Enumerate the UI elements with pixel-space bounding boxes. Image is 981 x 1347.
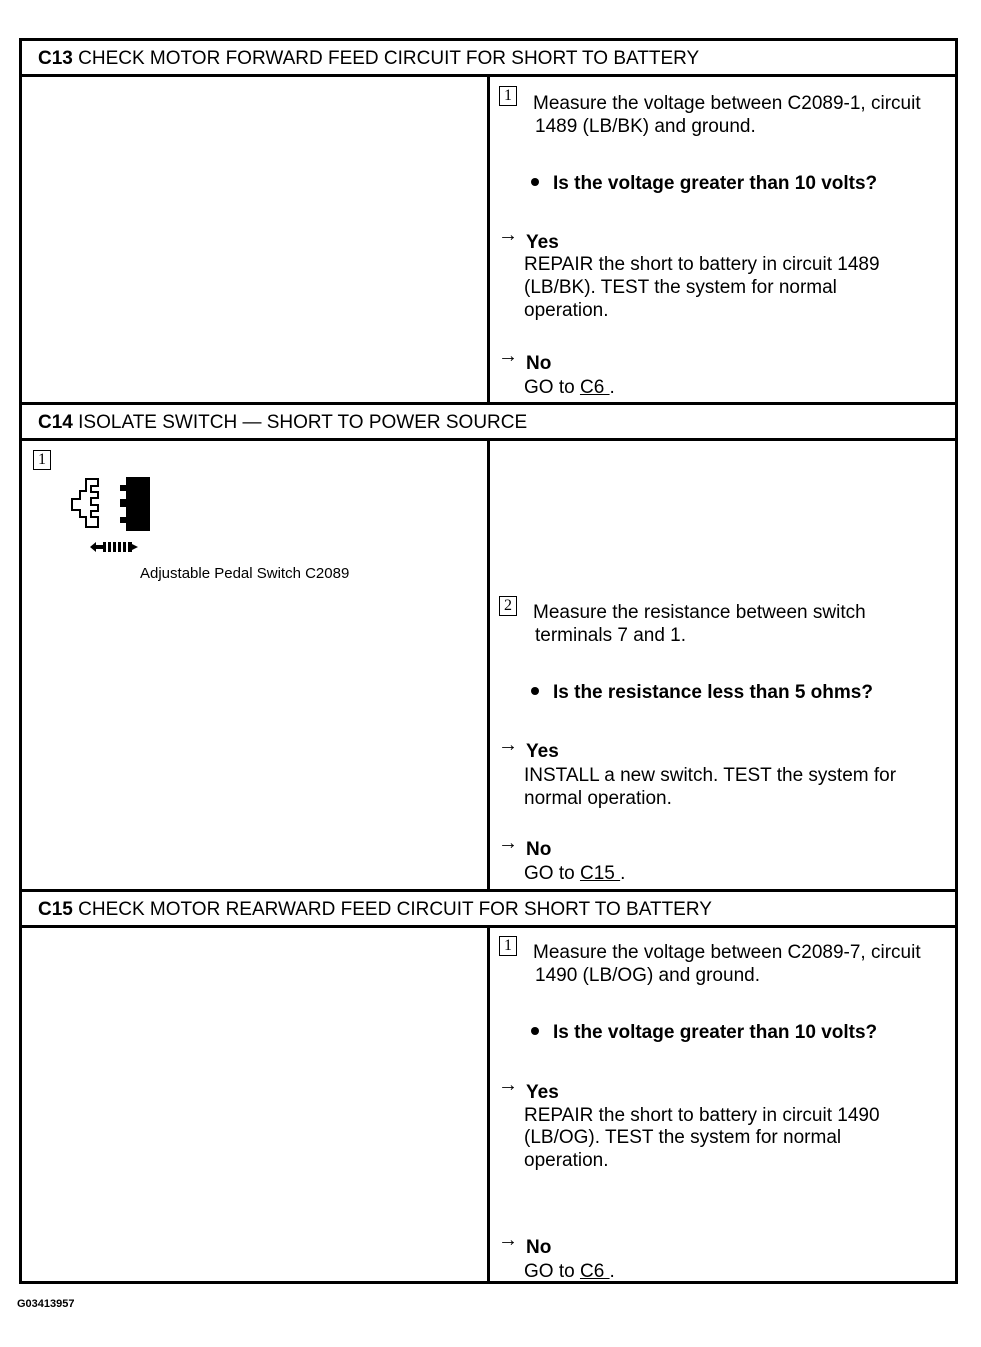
c14-header — [22, 405, 955, 441]
c13-yes-line3: operation. — [524, 300, 609, 321]
c15-column-divider — [487, 925, 490, 1281]
c13-no-prefix: GO to — [524, 377, 580, 398]
c13-question-text: Is the voltage greater than 10 volts? — [553, 173, 878, 194]
c15-goto-c6-link[interactable]: C6 — [579, 1261, 610, 1282]
c13-yes-label: Yes — [526, 232, 559, 253]
c13-no-action — [524, 376, 615, 399]
bullet-icon — [531, 1027, 539, 1035]
c14-no-suffix: . — [620, 863, 626, 884]
bullet-icon — [531, 687, 539, 695]
c14-connector-caption: Adjustable Pedal Switch C2089 — [140, 565, 350, 582]
c13-header — [22, 41, 955, 77]
c15-code: C15 — [38, 899, 73, 920]
c15-no-label: No — [526, 1237, 552, 1258]
c13-no-suffix: . — [609, 377, 615, 398]
arrow-right-icon: → — [498, 1229, 518, 1251]
c14-step-text-line2: terminals 7 and 1. — [535, 625, 687, 646]
c13-title: CHECK MOTOR FORWARD FEED CIRCUIT FOR SHORT TO BATTERY — [78, 48, 700, 69]
c15-no-suffix: . — [609, 1261, 615, 1282]
figure-code: G03413957 — [17, 1298, 75, 1310]
c14-goto-c15-link[interactable]: C15 — [579, 863, 621, 884]
c15-yes-line1: REPAIR the short to battery in circuit 1490 — [524, 1105, 880, 1126]
c14-title: ISOLATE SWITCH — SHORT TO POWER SOURCE — [78, 412, 528, 433]
c15-yes-label: Yes — [526, 1082, 559, 1103]
c13-no-label: No — [526, 353, 552, 374]
arrow-right-icon: → — [498, 345, 518, 367]
c13-question — [531, 172, 877, 195]
test-procedure-table — [19, 38, 958, 1284]
c14-code: C14 — [38, 412, 73, 433]
c15-title: CHECK MOTOR REARWARD FEED CIRCUIT FOR SHORT TO BATTERY — [78, 899, 712, 920]
c13-column-divider — [487, 74, 490, 402]
c15-question-text: Is the voltage greater than 10 volts? — [553, 1022, 878, 1043]
arrow-right-icon: → — [498, 832, 518, 854]
arrow-right-icon: → — [498, 224, 518, 246]
c13-step-1-box: 1 — [499, 86, 517, 106]
c15-question — [531, 1021, 877, 1044]
c13-goto-c6-link[interactable]: C6 — [579, 377, 610, 398]
c14-question-text: Is the resistance less than 5 ohms? — [553, 682, 873, 703]
c14-no-action — [524, 862, 625, 885]
c14-column-divider — [487, 438, 490, 889]
c13-step-text-line2: 1489 (LB/BK) and ground. — [535, 116, 756, 137]
c14-step-text-line1: Measure the resistance between switch — [533, 602, 866, 623]
c15-step-text-line2: 1490 (LB/OG) and ground. — [535, 965, 760, 986]
connector-disconnect-icon — [68, 473, 158, 555]
arrow-right-icon: → — [498, 734, 518, 756]
c15-yes-line3: operation. — [524, 1150, 609, 1171]
c15-step-text-line1: Measure the voltage between C2089-7, circuit — [533, 942, 921, 963]
c15-step-1-box: 1 — [499, 936, 517, 956]
c14-yes-line1: INSTALL a new switch. TEST the system for — [524, 765, 897, 786]
c13-step-text-line1: Measure the voltage between C2089-1, circuit — [533, 93, 921, 114]
c14-no-label: No — [526, 839, 552, 860]
c14-yes-line2: normal operation. — [524, 788, 672, 809]
arrow-right-icon: → — [498, 1074, 518, 1096]
c14-no-prefix: GO to — [524, 863, 580, 884]
c15-header — [22, 892, 955, 928]
c13-yes-line1: REPAIR the short to battery in circuit 1489 — [524, 254, 880, 275]
c15-yes-line2: (LB/OG). TEST the system for normal — [524, 1127, 842, 1148]
c14-step-1-box: 1 — [33, 450, 51, 470]
c14-question — [531, 681, 873, 704]
c14-yes-label: Yes — [526, 741, 559, 762]
c13-yes-line2: (LB/BK). TEST the system for normal — [524, 277, 837, 298]
c14-step-2-box: 2 — [499, 596, 517, 616]
c15-no-action — [524, 1260, 615, 1283]
c13-code: C13 — [38, 48, 73, 69]
c15-no-prefix: GO to — [524, 1261, 580, 1282]
bullet-icon — [531, 178, 539, 186]
